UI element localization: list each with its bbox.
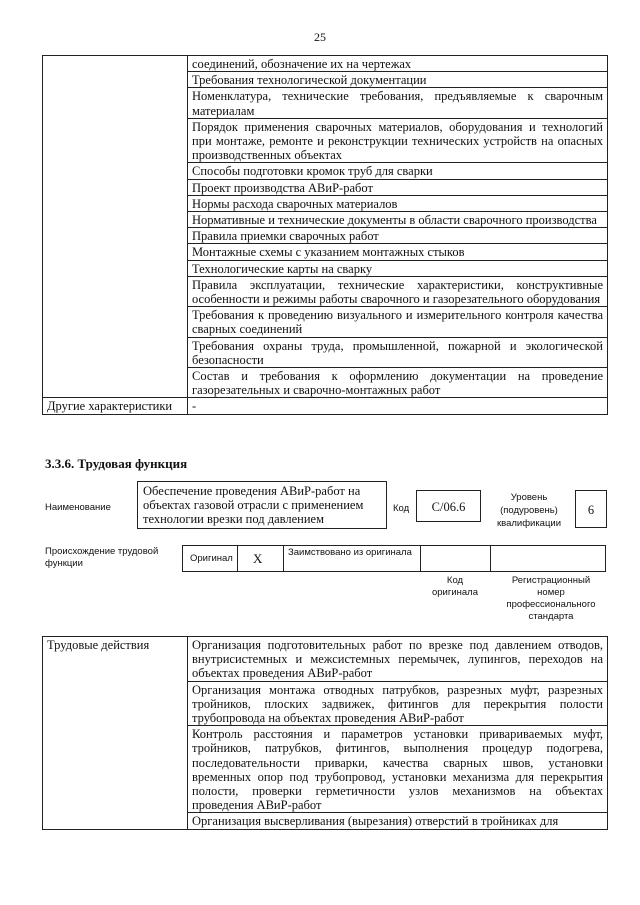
level-value: 6 [587,503,595,517]
code-value: C/06.6 [431,500,466,514]
function-name-box [137,481,387,529]
origin-divider-3 [420,545,421,572]
knowledge-item: Правила эксплуатации, технические характеристики, конструктивные особенности и режимы работы сварочного и газорезательного оборудования [188,276,608,306]
labor-actions-label: Трудовые действия [43,637,188,830]
borrowed-label: Заимствовано из оригинала [288,547,412,558]
function-name-value: Обеспечение проведения АВиР-работ на объектах газовой отрасли с применением технологии врезки под давлением [143,484,364,527]
knowledge-item: Требования к проведению визуального и измерительного контроля качества сварных соединений [188,307,608,337]
code-box [416,490,481,522]
table-row [43,637,608,682]
labor-action-item: Организация высверливания (вырезания) отверстий в тройниках для [188,813,608,829]
name-label: Наименование [45,502,111,513]
other-characteristics-label: Другие характеристики [43,398,188,414]
original-mark: X [253,551,263,566]
knowledge-table [42,55,608,415]
knowledge-item: Порядок применения сварочных материалов, оборудования и технологий при монтаже, ремонте и реконструкции технических устройств на опасных производственных объектах [188,118,608,163]
origin-divider-1 [237,545,238,572]
code-label: Код [393,503,410,514]
knowledge-item: Правила приемки сварочных работ [188,228,608,244]
table-row [43,56,608,72]
labor-actions-table [42,636,608,830]
labor-action-item: Контроль расстояния и параметров установки привариваемых муфт, тройников, патрубков, фитингов, выполнения процедур подогрева, последовательности приварки, качества сварных швов, установки временных опор под трубопровод, установки механизма для перекрытия полости, проверки герметичности узлов механизмов на объектах проведения АВиР-работ [188,726,608,813]
section-heading: 3.3.6. Трудовая функция [45,456,188,471]
knowledge-item: Способы подготовки кромок труб для сварки [188,163,608,179]
knowledge-item: Требования охраны труда, промышленной, пожарной и экологической безопасности [188,337,608,367]
knowledge-item: соединений, обозначение их на чертежах [188,56,608,72]
knowledge-item: Требования технологической документации [188,72,608,88]
knowledge-item: Монтажные схемы с указанием монтажных стыков [188,244,608,260]
page-number: 25 [314,30,326,44]
empty-label-cell [43,56,188,398]
original-label: Оригинал [190,553,233,564]
knowledge-item: Номенклатура, технические требования, предъявляемые к сварочным материалам [188,88,608,118]
knowledge-item: Нормы расхода сварочных материалов [188,195,608,211]
reg-number-caption: Регистрационный номер профессионального стандарта [506,575,596,622]
code-original-caption: Код оригинала [431,575,478,598]
labor-action-item: Организация подготовительных работ по врезке под давлением отводов, внутрисистемных и межсистемных перемычек, лупингов, переходов на объектах проведения АВиР-работ [188,637,608,682]
other-characteristics-row [43,398,608,414]
knowledge-item: Технологические карты на сварку [188,260,608,276]
origin-divider-2 [283,545,284,572]
knowledge-item: Состав и требования к оформлению документации на проведение газорезательных и сварочно-монтажных работ [188,368,608,398]
level-label: Уровень (подуровень) квалификации [496,492,562,529]
knowledge-item: Нормативные и технические документы в области сварочного производства [188,212,608,228]
origin-label: Происхождение трудовой функции [45,546,159,569]
labor-action-item: Организация монтажа отводных патрубков, разрезных муфт, разрезных тройников, плоских задвижек, фитингов для перекрытия полости трубопровода на объектах проведения АВиР-работ [188,681,608,726]
knowledge-item: Проект производства АВиР-работ [188,179,608,195]
level-box [575,490,607,528]
origin-divider-4 [490,545,491,572]
other-characteristics-value: - [188,398,608,414]
